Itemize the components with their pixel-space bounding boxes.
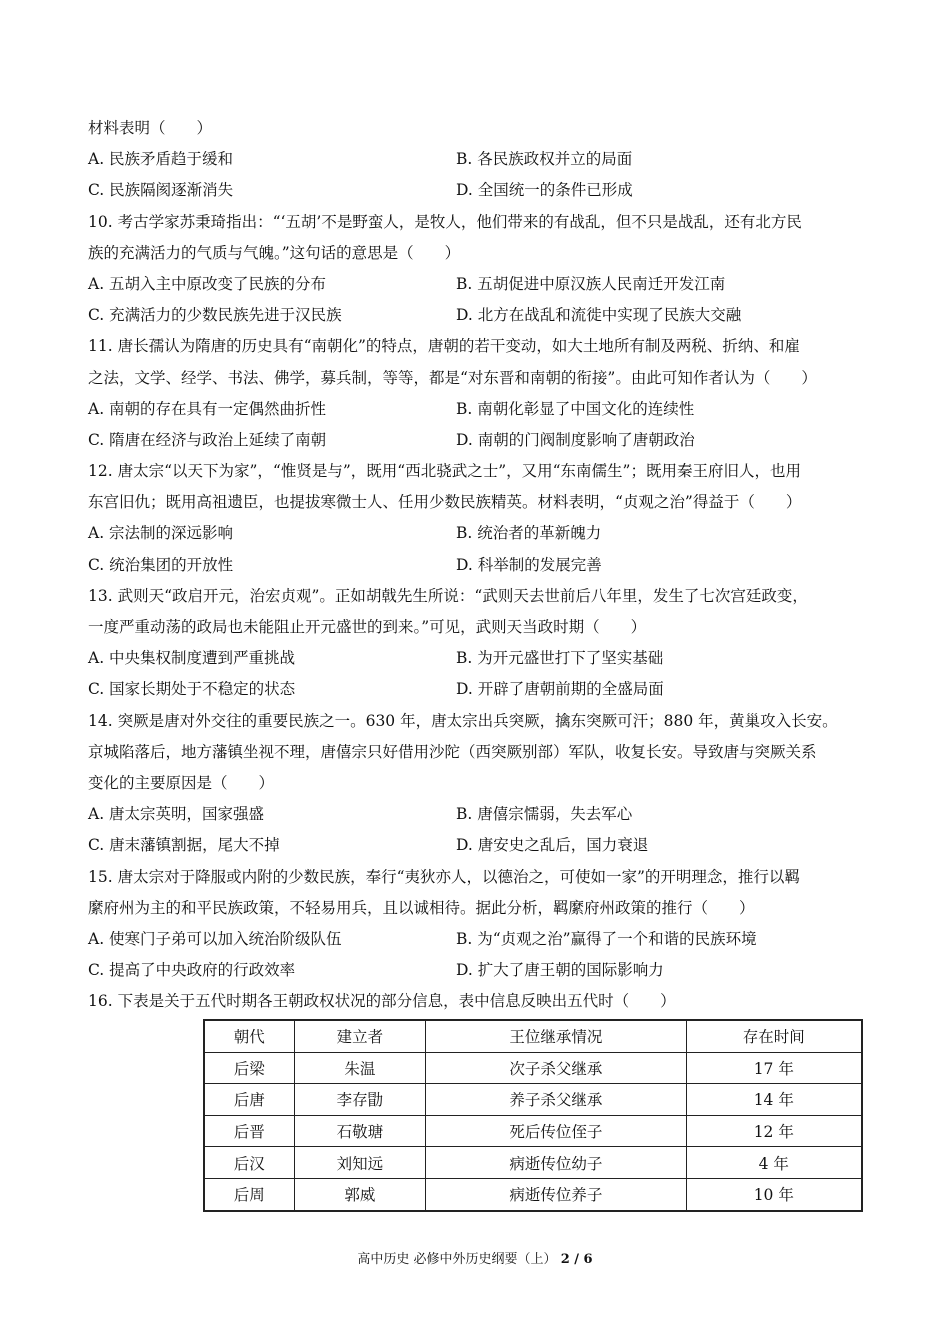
option-right: B. 南朝化彰显了中国文化的连续性 [456,399,695,418]
page-footer [0,1248,950,1267]
table-row [204,1178,862,1210]
text-line: 12. 唐太宗“以天下为家”，“惟贤是与”，既用“西北骁武之士”，又用“东南儒生”；既用秦王府旧人，也用 [88,462,801,481]
options-row [88,955,868,986]
text-line: 一度严重动荡的政局也未能阻止开元盛世的到来。”可见，武则天当政时期（ ） [88,618,647,636]
five-dynasties-table [203,1019,863,1212]
option-left: A. 中央集权制度遭到严重挑战 [88,649,296,668]
options-row [88,144,868,175]
table-cell: 李存勖 [294,1084,426,1116]
option-left: A. 使寒门子弟可以加入统治阶级队伍 [88,929,342,948]
table-cell: 病逝传位养子 [426,1178,686,1210]
text-line: 之法，文学、经学、书法、佛学，募兵制，等等，都是“对东晋和南朝的衔接”。由此可知作者认为（ ） [88,368,817,387]
question-content [88,113,868,1017]
table-cell: 朱温 [294,1052,426,1084]
page-number: 2 / 6 [560,1252,593,1267]
text-line: 16. 下表是关于五代时期各王朝政权状况的部分信息，表中信息反映出五代时（ ） [88,992,676,1011]
option-right: B. 为“贞观之治”赢得了一个和谐的民族环境 [456,929,757,948]
option-right: D. 唐安史之乱后，国力衰退 [456,836,649,855]
footer-title: 高中历史 必修中外历史纲要（上） [357,1252,557,1267]
text-line: 10. 考古学家苏秉琦指出：“‘五胡’不是野蛮人，是牧人，他们带来的有战乱，但不只是战乱，还有北方民 [88,212,802,231]
table-cell: 17 年 [686,1052,862,1084]
option-left: A. 唐太宗英明，国家强盛 [88,805,265,824]
table-header-cell: 朝代 [204,1020,294,1052]
option-left: A. 五胡入主中原改变了民族的分布 [88,274,327,293]
options-row [88,269,868,300]
table-header-cell: 建立者 [294,1020,426,1052]
option-right: D. 开辟了唐朝前期的全盛局面 [456,680,664,699]
table-row [204,1115,862,1147]
option-left: C. 唐末藩镇割据，尾大不掉 [88,836,280,855]
option-left: C. 充满活力的少数民族先进于汉民族 [88,306,342,325]
text-line: 15. 唐太宗对于降服或内附的少数民族，奉行“夷狄亦人，以德治之，可使如一家”的开明理念，推行以羁 [88,867,800,886]
options-row [88,425,868,456]
options-row [88,674,868,705]
table-header-row [204,1020,862,1052]
option-right: B. 统治者的革新魄力 [456,524,602,543]
option-left: C. 民族隔阂逐渐消失 [88,181,234,200]
option-left: A. 宗法制的深远影响 [88,524,234,543]
option-left: C. 隋唐在经济与政治上延续了南朝 [88,430,327,449]
table-row [204,1084,862,1116]
table-cell: 后汉 [204,1147,294,1179]
options-row [88,394,868,425]
option-right: B. 为开元盛世打下了坚实基础 [456,649,664,668]
option-right: D. 扩大了唐王朝的国际影响力 [456,961,664,980]
table-row [204,1052,862,1084]
options-row [88,175,868,206]
text-line: 11. 唐长孺认为隋唐的历史具有“南朝化”的特点，唐朝的若干变动，如大土地所有制及两税、折纳、和雇 [88,337,800,356]
option-left: C. 统治集团的开放性 [88,555,234,574]
option-right: B. 唐僖宗懦弱，失去军心 [456,805,633,824]
table-cell: 12 年 [686,1115,862,1147]
options-row [88,300,868,331]
options-row [88,799,868,830]
option-left: A. 民族矛盾趋于缓和 [88,150,234,169]
text-line: 縻府州为主的和平民族政策，不轻易用兵，且以诚相待。据此分析，羁縻府州政策的推行（ ） [88,898,755,917]
table-cell: 郭威 [294,1178,426,1210]
table-cell: 后梁 [204,1052,294,1084]
option-right: B. 各民族政权并立的局面 [456,150,633,169]
option-right: D. 全国统一的条件已形成 [456,181,633,200]
table-cell: 14 年 [686,1084,862,1116]
table-cell: 后周 [204,1178,294,1210]
table-cell: 后唐 [204,1084,294,1116]
options-row [88,924,868,955]
option-right: B. 五胡促进中原汉族人民南迁开发江南 [456,274,726,293]
option-left: C. 国家长期处于不稳定的状态 [88,680,296,699]
options-row [88,830,868,861]
option-left: C. 提高了中央政府的行政效率 [88,961,296,980]
option-right: D. 北方在战乱和流徙中实现了民族大交融 [456,306,742,325]
options-row [88,550,868,581]
table-cell: 石敬瑭 [294,1115,426,1147]
text-line: 14. 突厥是唐对外交往的重要民族之一。630 年，唐太宗出兵突厥，擒东突厥可汗；880 年，黄巢攻入长安。 [88,711,838,730]
text-line: 材料表明（ ） [88,119,213,137]
text-line: 东宫旧仇；既用高祖遗臣，也提拔寒微士人、任用少数民族精英。材料表明，“贞观之治”得益于（ ） [88,493,802,512]
option-left: A. 南朝的存在具有一定偶然曲折性 [88,399,327,418]
option-right: D. 科举制的发展完善 [456,555,602,574]
table-cell: 刘知远 [294,1147,426,1179]
table-cell: 次子杀父继承 [426,1052,686,1084]
table-cell: 病逝传位幼子 [426,1147,686,1179]
table-cell: 死后传位侄子 [426,1115,686,1147]
table-cell: 后晋 [204,1115,294,1147]
table-cell: 10 年 [686,1178,862,1210]
options-row [88,518,868,549]
table-row [204,1147,862,1179]
table-header-cell: 王位继承情况 [426,1020,686,1052]
text-line: 变化的主要原因是（ ） [88,773,275,792]
table-header-cell: 存在时间 [686,1020,862,1052]
text-line: 13. 武则天“政启开元，治宏贞观”。正如胡戟先生所说：“武则天去世前后八年里，发生了七次宫廷政变， [88,586,808,605]
table-cell: 4 年 [686,1147,862,1179]
option-right: D. 南朝的门阀制度影响了唐朝政治 [456,430,695,449]
options-row [88,643,868,674]
table-cell: 养子杀父继承 [426,1084,686,1116]
text-line: 京城陷落后，地方藩镇坐视不理，唐僖宗只好借用沙陀（西突厥别部）军队，收复长安。导致唐与突厥关系 [88,742,817,761]
text-line: 族的充满活力的气质与气魄。”这句话的意思是（ ） [88,243,461,262]
